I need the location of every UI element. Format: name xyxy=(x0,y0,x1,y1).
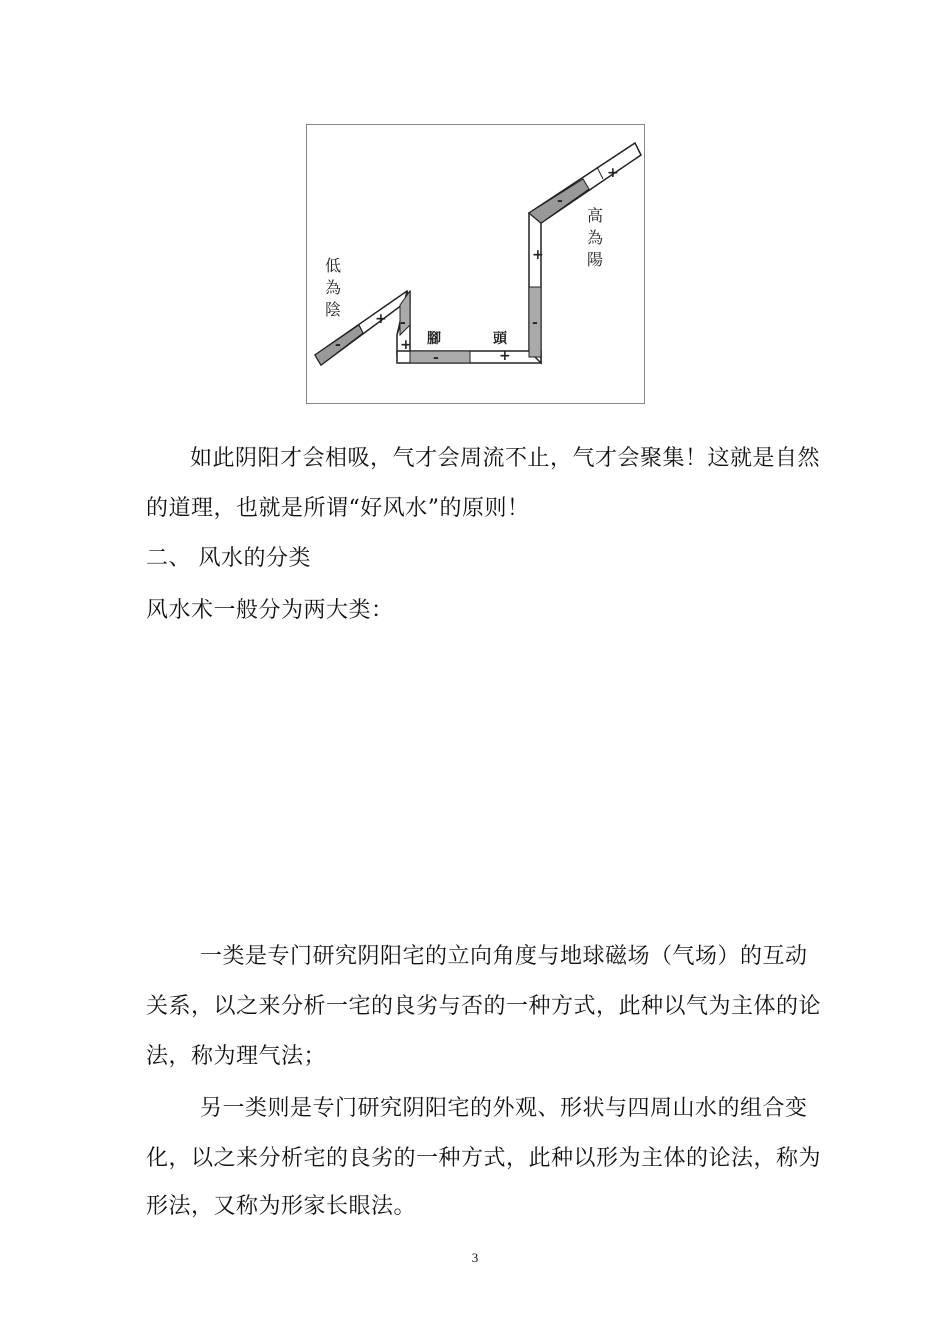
sign-plus-left: + xyxy=(375,311,387,327)
paragraph-line-9: 形法，又称为形家长眼法。 xyxy=(146,1194,417,1219)
label-foot: 腳 xyxy=(427,331,441,347)
sign-plus-valley: + xyxy=(499,348,511,364)
sign-minus-valley: - xyxy=(433,350,439,366)
valley-shaded xyxy=(410,351,470,363)
paragraph-line-4: 一类是专门研究阴阳宅的立向角度与地球磁场（气场）的互动 xyxy=(200,944,808,969)
page-number: 3 xyxy=(471,1250,479,1265)
label-head: 頭 xyxy=(493,331,507,347)
sign-minus-drop: - xyxy=(400,315,406,331)
sign-plus-drop: + xyxy=(400,337,412,353)
yin-yang-terrain-diagram xyxy=(306,124,645,404)
sign-minus-left: - xyxy=(335,337,341,353)
sign-minus-rise: - xyxy=(532,315,538,331)
paragraph-line-2: 的道理，也就是所谓“好风水”的原则！ xyxy=(146,496,530,521)
sign-plus-rise: + xyxy=(532,247,544,263)
sign-plus-right: + xyxy=(607,165,619,181)
paragraph-line-1: 如此阴阳才会相吸，气才会周流不止，气才会聚集！这就是自然 xyxy=(190,446,821,471)
paragraph-line-7: 另一类则是专门研究阴阳宅的外观、形状与四周山水的组合变 xyxy=(200,1096,808,1121)
paragraph-line-6: 法，称为理气法； xyxy=(146,1044,327,1069)
paragraph-line-8: 化，以之来分析宅的良劣的一种方式，此种以形为主体的论法，称为 xyxy=(146,1146,822,1171)
label-low-yin: 低為陰 xyxy=(324,256,341,319)
section-heading: 二、 风水的分类 xyxy=(146,546,311,571)
paragraph-line-5: 关系，以之来分析一宅的良劣与否的一种方式，此种以气为主体的论 xyxy=(146,994,822,1019)
paragraph-line-3: 风水术一般分为两大类： xyxy=(146,598,394,623)
sign-minus-right: - xyxy=(557,193,563,209)
label-high-yang: 高為陽 xyxy=(586,206,603,269)
